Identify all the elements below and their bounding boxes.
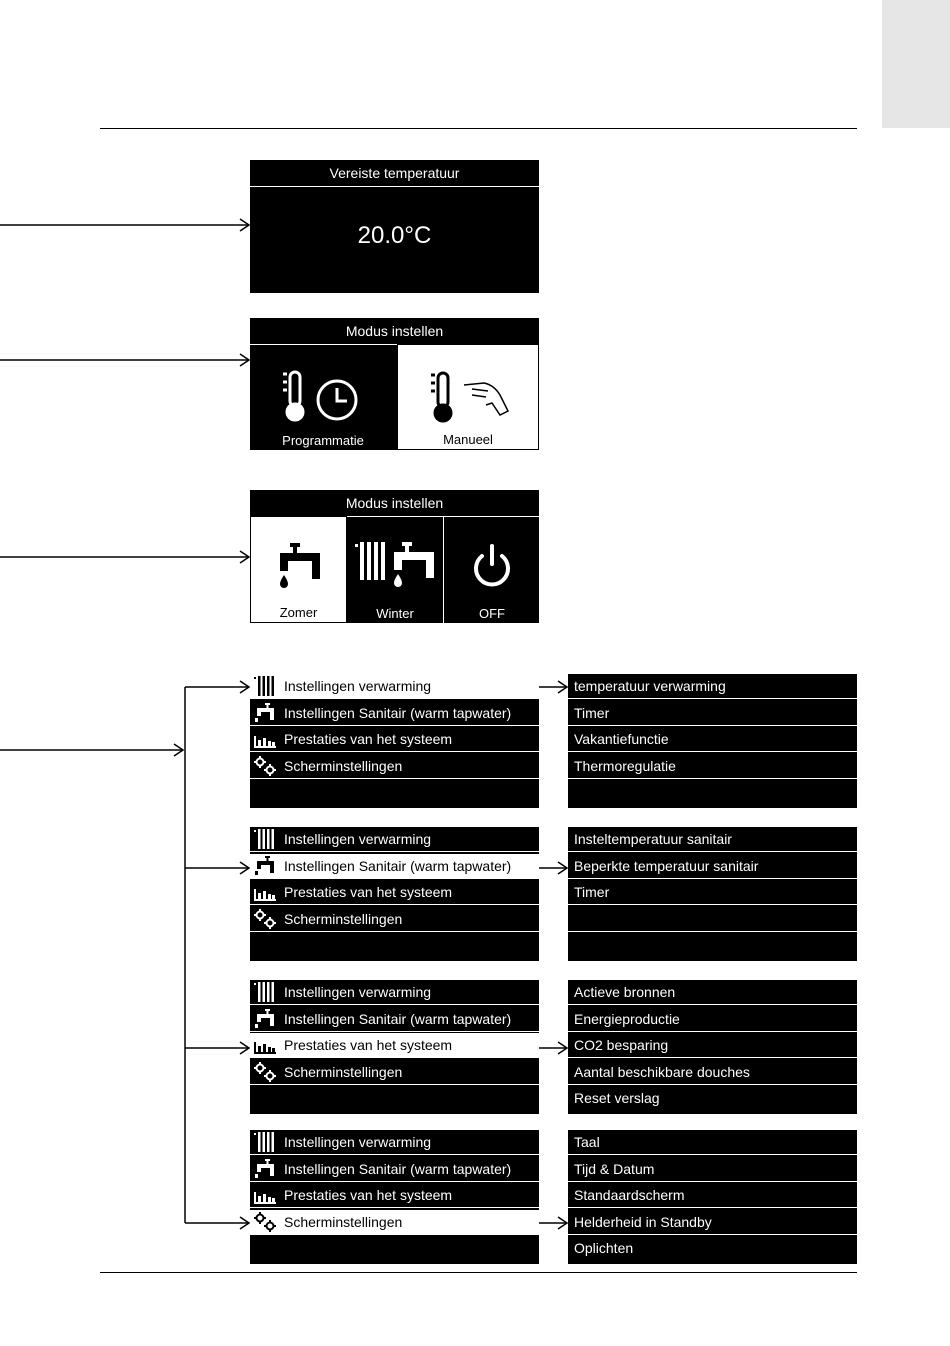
mode-option-manueel[interactable] [397,344,539,450]
submenu-item-label: Beperkte temperatuur sanitair [574,857,759,874]
main-menu-item[interactable] [250,1183,539,1208]
submenu-item-label: temperatuur verwarming [574,678,726,694]
submenu-item[interactable] [568,727,857,752]
gears-icon [253,1061,277,1083]
submenu-item-label: Vakantiefunctie [574,731,669,747]
radiator-icon [253,981,277,1003]
performance-icon [253,1184,277,1206]
tap-icon [253,1008,277,1030]
performance-icon [253,1034,277,1056]
main-menu-item[interactable] [250,701,539,726]
thermometer-hand-icon [428,363,516,433]
gears-icon [253,755,277,777]
performance-icon [253,881,277,903]
mode-option-winter[interactable] [347,516,444,623]
main-menu-item-label: Prestaties van het systeem [284,1037,453,1053]
submenu-item[interactable] [568,880,857,905]
performance-icon [253,728,277,750]
submenu-item[interactable] [568,1033,857,1058]
tap-icon [253,855,277,877]
setpoint-screen [250,160,539,293]
radiator-icon [253,675,277,697]
main-menu-item[interactable] [250,1033,539,1058]
submenu-item-label: Insteltemperatuur sanitair [574,831,732,847]
thermometer-clock-icon [280,362,368,432]
submenu-item-label: Standaardscherm [574,1187,685,1203]
mode-label-off: OFF [479,606,505,621]
submenu-item[interactable] [568,827,857,852]
main-menu-item-label: Scherminstellingen [284,1063,403,1080]
submenu-item[interactable] [568,701,857,726]
submenu-item-label: CO2 besparing [574,1037,669,1053]
main-menu-item[interactable] [250,907,539,932]
submenu-item-label: Energieproductie [574,1010,680,1027]
main-menu-item-label: Scherminstellingen [284,757,403,774]
submenu-item-label: Helderheid in Standby [574,1213,712,1230]
main-menu-item[interactable] [250,1157,539,1182]
submenu-item[interactable] [568,1157,857,1182]
submenu-item-label: Thermoregulatie [574,757,676,774]
main-menu-item[interactable] [250,754,539,779]
main-menu-item-label: Scherminstellingen [284,910,403,927]
main-menu-item[interactable] [250,827,539,852]
mode-option-off[interactable] [445,516,539,623]
submenu-item-label: Timer [574,704,610,721]
submenu-screen [568,674,857,808]
main-menu-screen [250,980,539,1114]
main-menu-item-label: Instellingen verwarming [284,678,432,694]
submenu-item [568,933,857,958]
main-menu-item[interactable] [250,674,539,699]
main-menu-item-label: Scherminstellingen [284,1213,403,1230]
submenu-item-label: Timer [574,884,610,900]
mode-option-zomer[interactable] [250,516,347,623]
submenu-item-label: Reset verslag [574,1090,660,1106]
main-menu-item[interactable] [250,880,539,905]
main-menu-screen [250,1130,539,1264]
submenu-item[interactable] [568,1060,857,1085]
submenu-item[interactable] [568,1236,857,1261]
mode-screen-2 [250,490,539,623]
submenu-item [568,907,857,932]
radiator-icon [253,828,277,850]
radiator-tap-icon [352,538,440,588]
main-menu-screen [250,674,539,808]
main-menu-item-label: Instellingen Sanitair (warm tapwater) [284,857,512,874]
submenu-item[interactable] [568,1007,857,1032]
main-menu-item[interactable] [250,1007,539,1032]
submenu-screen [568,827,857,961]
submenu-screen [568,1130,857,1264]
main-menu-item-label: Prestaties van het systeem [284,1187,453,1203]
submenu-item[interactable] [568,754,857,779]
main-menu-item-label: Instellingen Sanitair (warm tapwater) [284,1010,512,1027]
main-menu-item-label: Instellingen verwarming [284,1134,432,1150]
main-menu-item-label: Prestaties van het systeem [284,731,453,747]
mode-screen-1-title: Modus instellen [250,318,539,345]
submenu-item-label: Aantal beschikbare douches [574,1063,750,1080]
main-menu-item-label: Prestaties van het systeem [284,884,453,900]
submenu-item[interactable] [568,1183,857,1208]
main-menu-item[interactable] [250,854,539,879]
main-menu-item[interactable] [250,980,539,1005]
mode-screen-1 [250,318,539,450]
submenu-item[interactable] [568,980,857,1005]
submenu-item[interactable] [568,1130,857,1155]
main-menu-item-label: Instellingen Sanitair (warm tapwater) [284,1160,512,1177]
submenu-item[interactable] [568,854,857,879]
submenu-item[interactable] [568,1210,857,1235]
submenu-screen [568,980,857,1114]
main-menu-item[interactable] [250,1210,539,1235]
gears-icon [253,1211,277,1233]
submenu-item[interactable] [568,1086,857,1111]
submenu-item-label: Tijd & Datum [574,1160,655,1177]
power-icon [470,542,514,588]
submenu-item [568,780,857,805]
mode-label-programmatie: Programmatie [282,433,364,448]
gears-icon [253,908,277,930]
tap-icon [253,1158,277,1180]
tap-icon [276,539,324,589]
submenu-item-label: Oplichten [574,1240,634,1256]
main-menu-item-label: Instellingen verwarming [284,831,432,847]
submenu-item[interactable] [568,674,857,699]
main-menu-item-label: Instellingen Sanitair (warm tapwater) [284,704,512,721]
setpoint-title: Vereiste temperatuur [250,160,539,187]
submenu-item-label: Actieve bronnen [574,984,676,1000]
submenu-item-label: Taal [574,1134,600,1150]
main-menu-item[interactable] [250,1130,539,1155]
mode-label-zomer: Zomer [279,605,318,620]
main-menu-screen [250,827,539,961]
tap-icon [253,702,277,724]
mode-label-manueel: Manueel [443,432,493,447]
main-menu-item[interactable] [250,1060,539,1085]
mode-option-programmatie[interactable] [250,344,396,450]
main-menu-item-label: Instellingen verwarming [284,984,432,1000]
setpoint-value[interactable]: 20.0°C [357,222,432,249]
mode-screen-2-title: Modus instellen [250,490,539,517]
main-menu-item[interactable] [250,727,539,752]
radiator-icon [253,1131,277,1153]
mode-label-winter: Winter [376,606,414,621]
